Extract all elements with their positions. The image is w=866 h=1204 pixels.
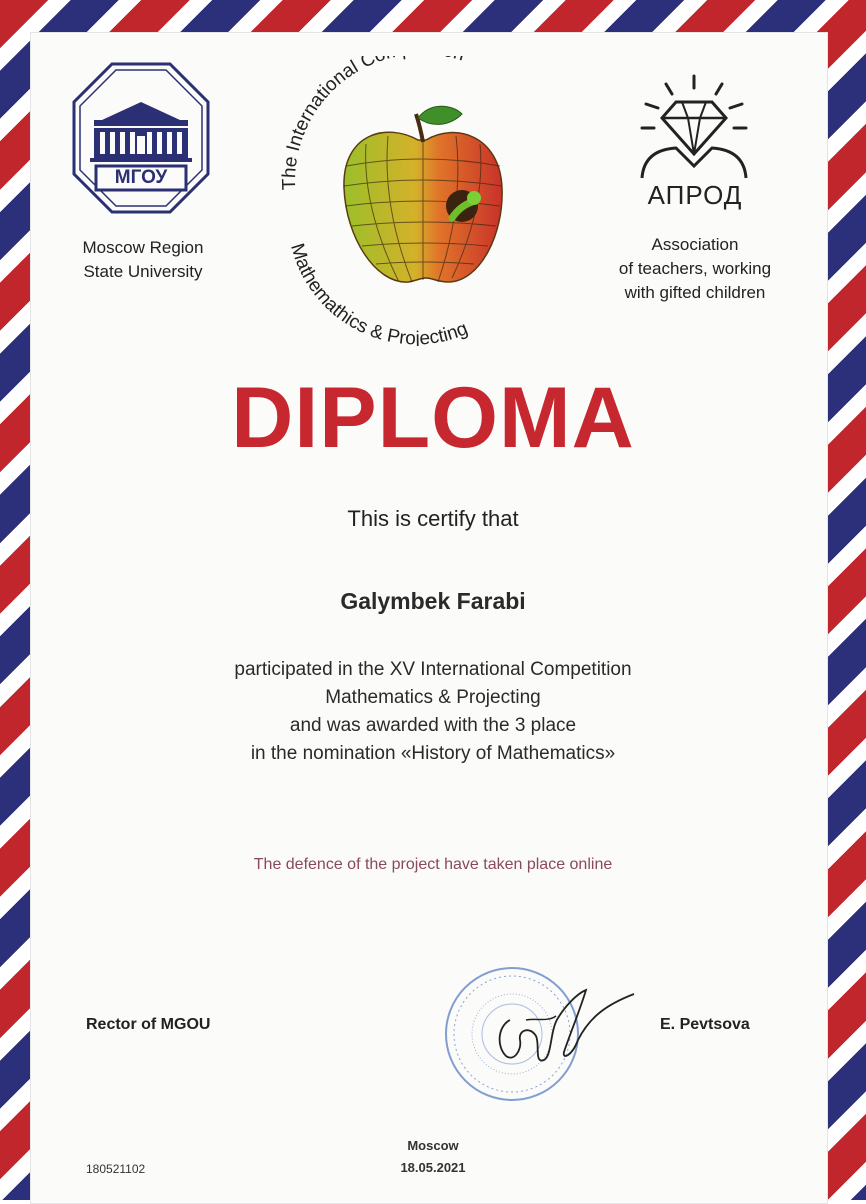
competition-logo (266, 56, 570, 346)
award-line-2: Mathematics & Projecting (325, 687, 541, 708)
aprod-caption (590, 233, 800, 305)
apple-globe-icon (266, 56, 570, 346)
diploma-title: DIPLOMA (231, 370, 635, 466)
serial-number: 180521102 (86, 1162, 146, 1176)
award-line-4: in the nomination «History of Mathematics» (250, 743, 616, 764)
online-note: The defence of the project have taken place online (253, 856, 613, 873)
signer-name: E. Pevtsova (660, 1016, 750, 1033)
recipient-name: Galymbek Farabi (340, 588, 526, 614)
mgou-caption (48, 236, 238, 284)
aprod-emblem-text: АПРОД (647, 180, 743, 210)
aprod-caption-line2: of teachers, working (618, 259, 772, 278)
aprod-caption-line1: Association (651, 235, 739, 254)
mgou-caption-line2: State University (83, 262, 203, 281)
mgou-caption-line1: Moscow Region (82, 238, 204, 257)
mgou-logo (72, 62, 210, 214)
award-line-3: and was awarded with the 3 place (289, 715, 577, 736)
mgou-building-icon (72, 62, 210, 214)
aprod-caption-line3: with gifted children (624, 283, 766, 302)
award-description (0, 656, 866, 768)
aprod-logo (630, 70, 760, 220)
rector-label: Rector of MGOU (86, 1016, 211, 1033)
award-line-1: participated in the XV International Competition (234, 659, 632, 680)
competition-arc-bottom: Mathemathics & Projecting (286, 241, 471, 346)
stamp-seal-icon (440, 960, 640, 1110)
issue-date: 18.05.2021 (400, 1160, 466, 1175)
stamp-seal (440, 960, 640, 1110)
mgou-emblem-text: МГОУ (114, 167, 168, 188)
competition-arc-top: The International C (279, 56, 379, 191)
certify-line: This is certify that (347, 506, 519, 531)
issue-city: Moscow (407, 1138, 459, 1153)
